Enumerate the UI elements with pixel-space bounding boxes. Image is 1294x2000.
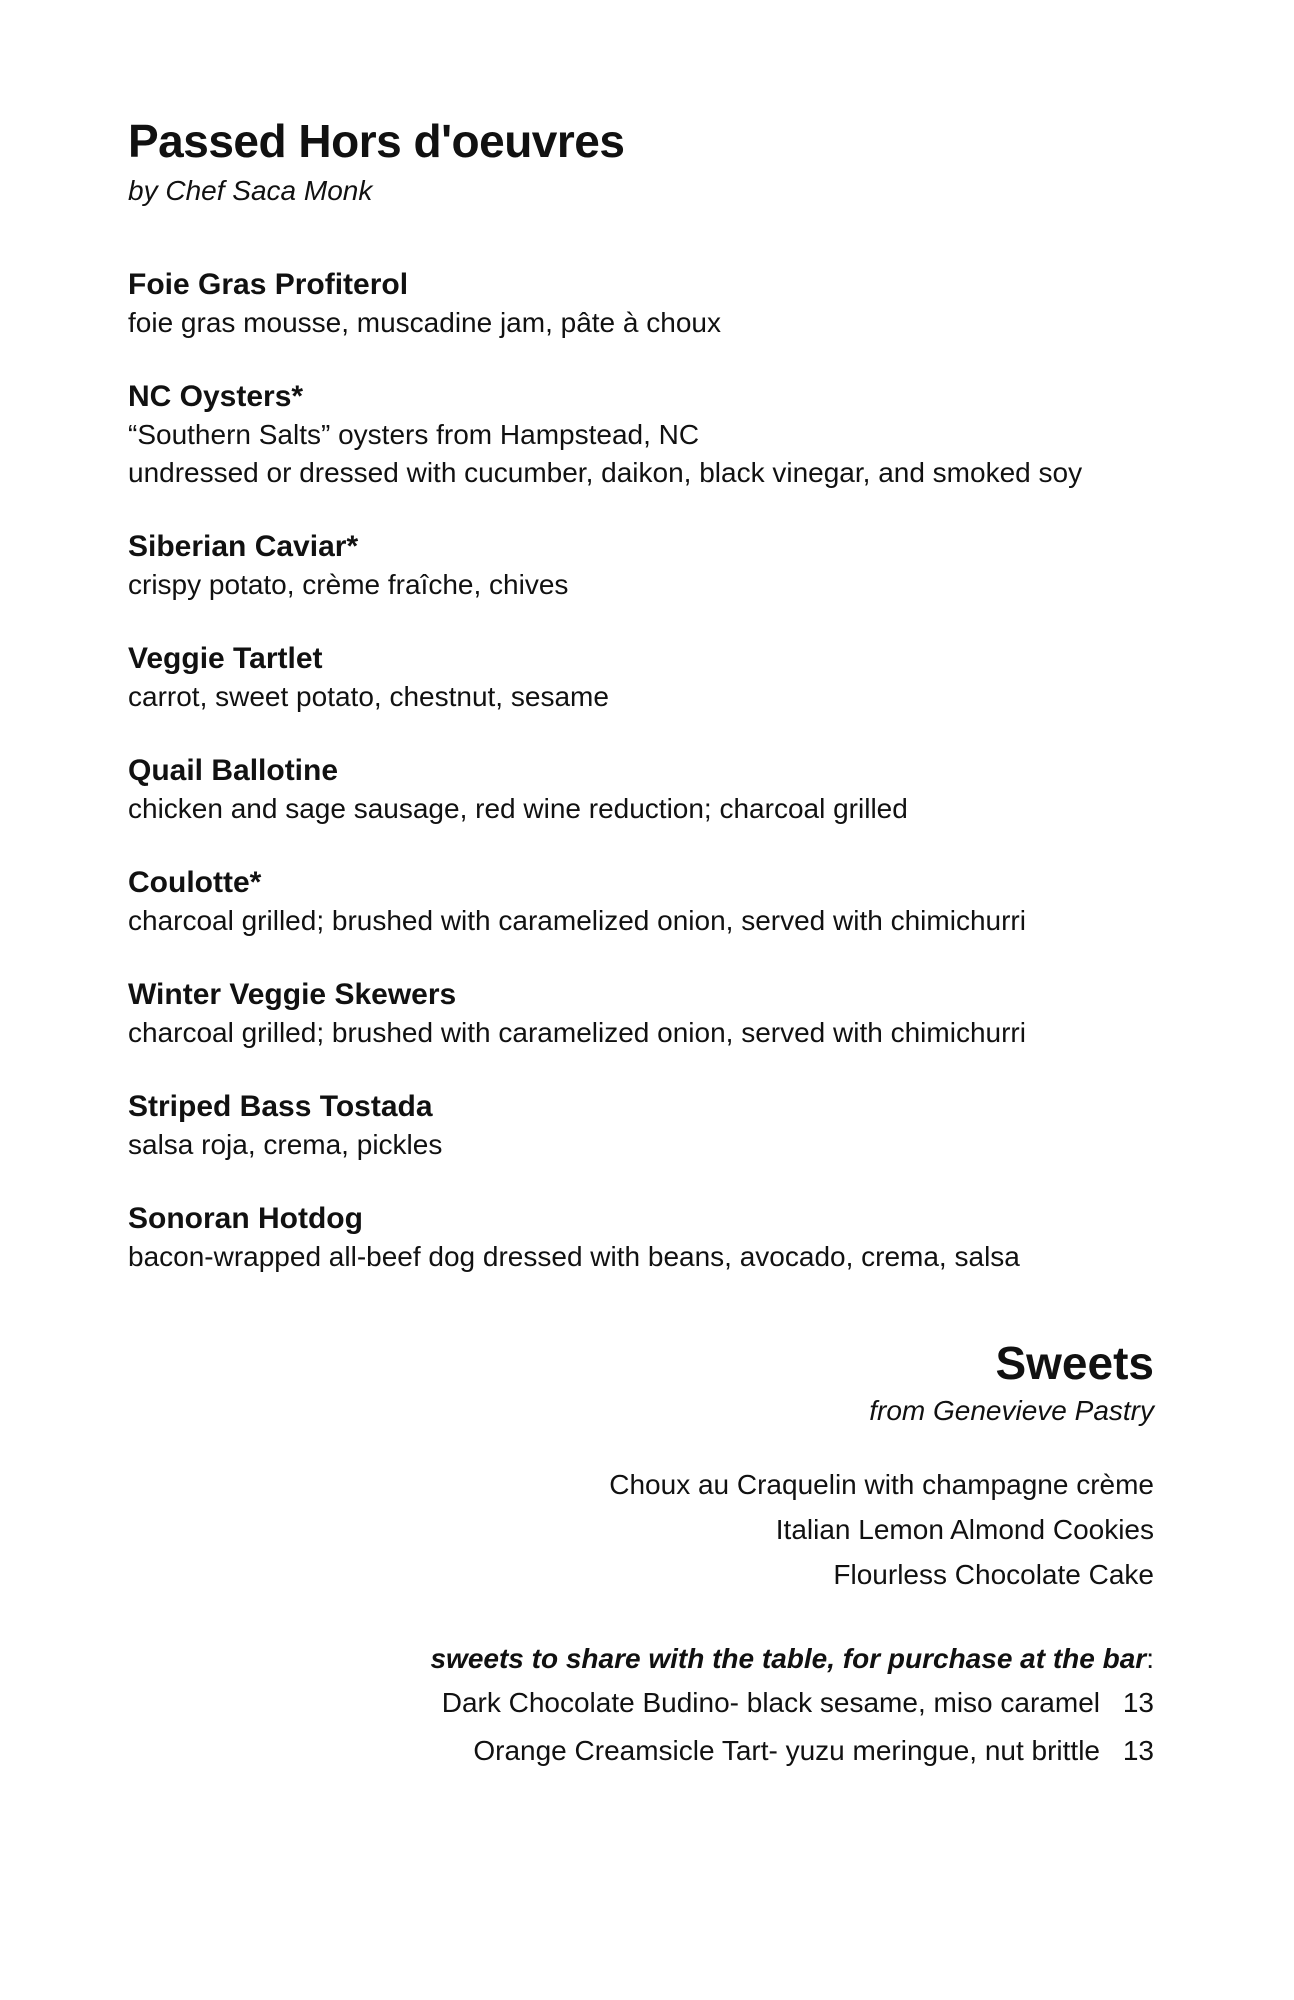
purchase-item-name: Orange Creamsicle Tart- yuzu meringue, nut brittle [473, 1734, 1100, 1766]
item-name: Winter Veggie Skewers [128, 978, 457, 1011]
item-description: salsa roja, crema, pickles [128, 1129, 443, 1160]
menu-item [128, 266, 1208, 378]
item-description: crispy potato, crème fraîche, chives [128, 569, 569, 600]
sweets-title: Sweets [995, 1337, 1154, 1389]
item-description: bacon-wrapped all-beef dog dressed with beans, avocado, crema, salsa [128, 1241, 1020, 1272]
item-name: Foie Gras Profiterol [128, 268, 409, 301]
purchase-note-text: sweets to share with the table, for purchase at the bar [430, 1642, 1147, 1674]
item-name: Coulotte* [128, 866, 262, 899]
menu-item [128, 864, 1208, 976]
menu-item [128, 528, 1208, 640]
item-description: chicken and sage sausage, red wine reduction; charcoal grilled [128, 793, 908, 824]
item-description: “Southern Salts” oysters from Hampstead, NC [128, 419, 700, 450]
menu-item [128, 640, 1208, 752]
item-name: NC Oysters* [128, 380, 304, 413]
item-description: foie gras mousse, muscadine jam, pâte à choux [128, 307, 721, 338]
sweets-subtitle: from Genevieve Pastry [869, 1395, 1154, 1426]
purchase-item-price: 13 [1122, 1734, 1154, 1766]
sweet-item: Flourless Chocolate Cake [833, 1558, 1154, 1590]
menu-item [128, 1088, 1208, 1200]
item-description: undressed or dressed with cucumber, daikon, black vinegar, and smoked soy [128, 457, 1083, 488]
item-name: Veggie Tartlet [128, 642, 323, 675]
hors-item-list [128, 266, 1208, 1312]
menu-item [128, 378, 1208, 528]
item-name: Siberian Caviar* [128, 530, 359, 563]
hors-title: Passed Hors d'oeuvres [128, 115, 625, 167]
item-description: carrot, sweet potato, chestnut, sesame [128, 681, 609, 712]
purchase-note-colon: : [1146, 1642, 1154, 1674]
purchase-item-name: Dark Chocolate Budino- black sesame, miso caramel [441, 1686, 1100, 1718]
menu-item [128, 752, 1208, 864]
purchase-item [154, 1727, 1154, 1775]
purchase-item-price: 13 [1122, 1686, 1154, 1718]
item-name: Sonoran Hotdog [128, 1202, 363, 1235]
purchase-item [154, 1679, 1154, 1727]
sweet-item: Choux au Craquelin with champagne crème [609, 1468, 1154, 1500]
sweet-item: Italian Lemon Almond Cookies [775, 1513, 1154, 1545]
item-name: Striped Bass Tostada [128, 1090, 433, 1123]
menu-item [128, 1200, 1208, 1312]
sweets-section [154, 1337, 1154, 1775]
item-description: charcoal grilled; brushed with caramelized onion, served with chimichurri [128, 1017, 1026, 1048]
item-description: charcoal grilled; brushed with caramelized onion, served with chimichurri [128, 905, 1026, 936]
item-name: Quail Ballotine [128, 754, 339, 787]
purchase-note [154, 1639, 1154, 1679]
hors-byline: by Chef Saca Monk [128, 175, 373, 206]
sweets-list [154, 1462, 1154, 1597]
menu-item [128, 976, 1208, 1088]
